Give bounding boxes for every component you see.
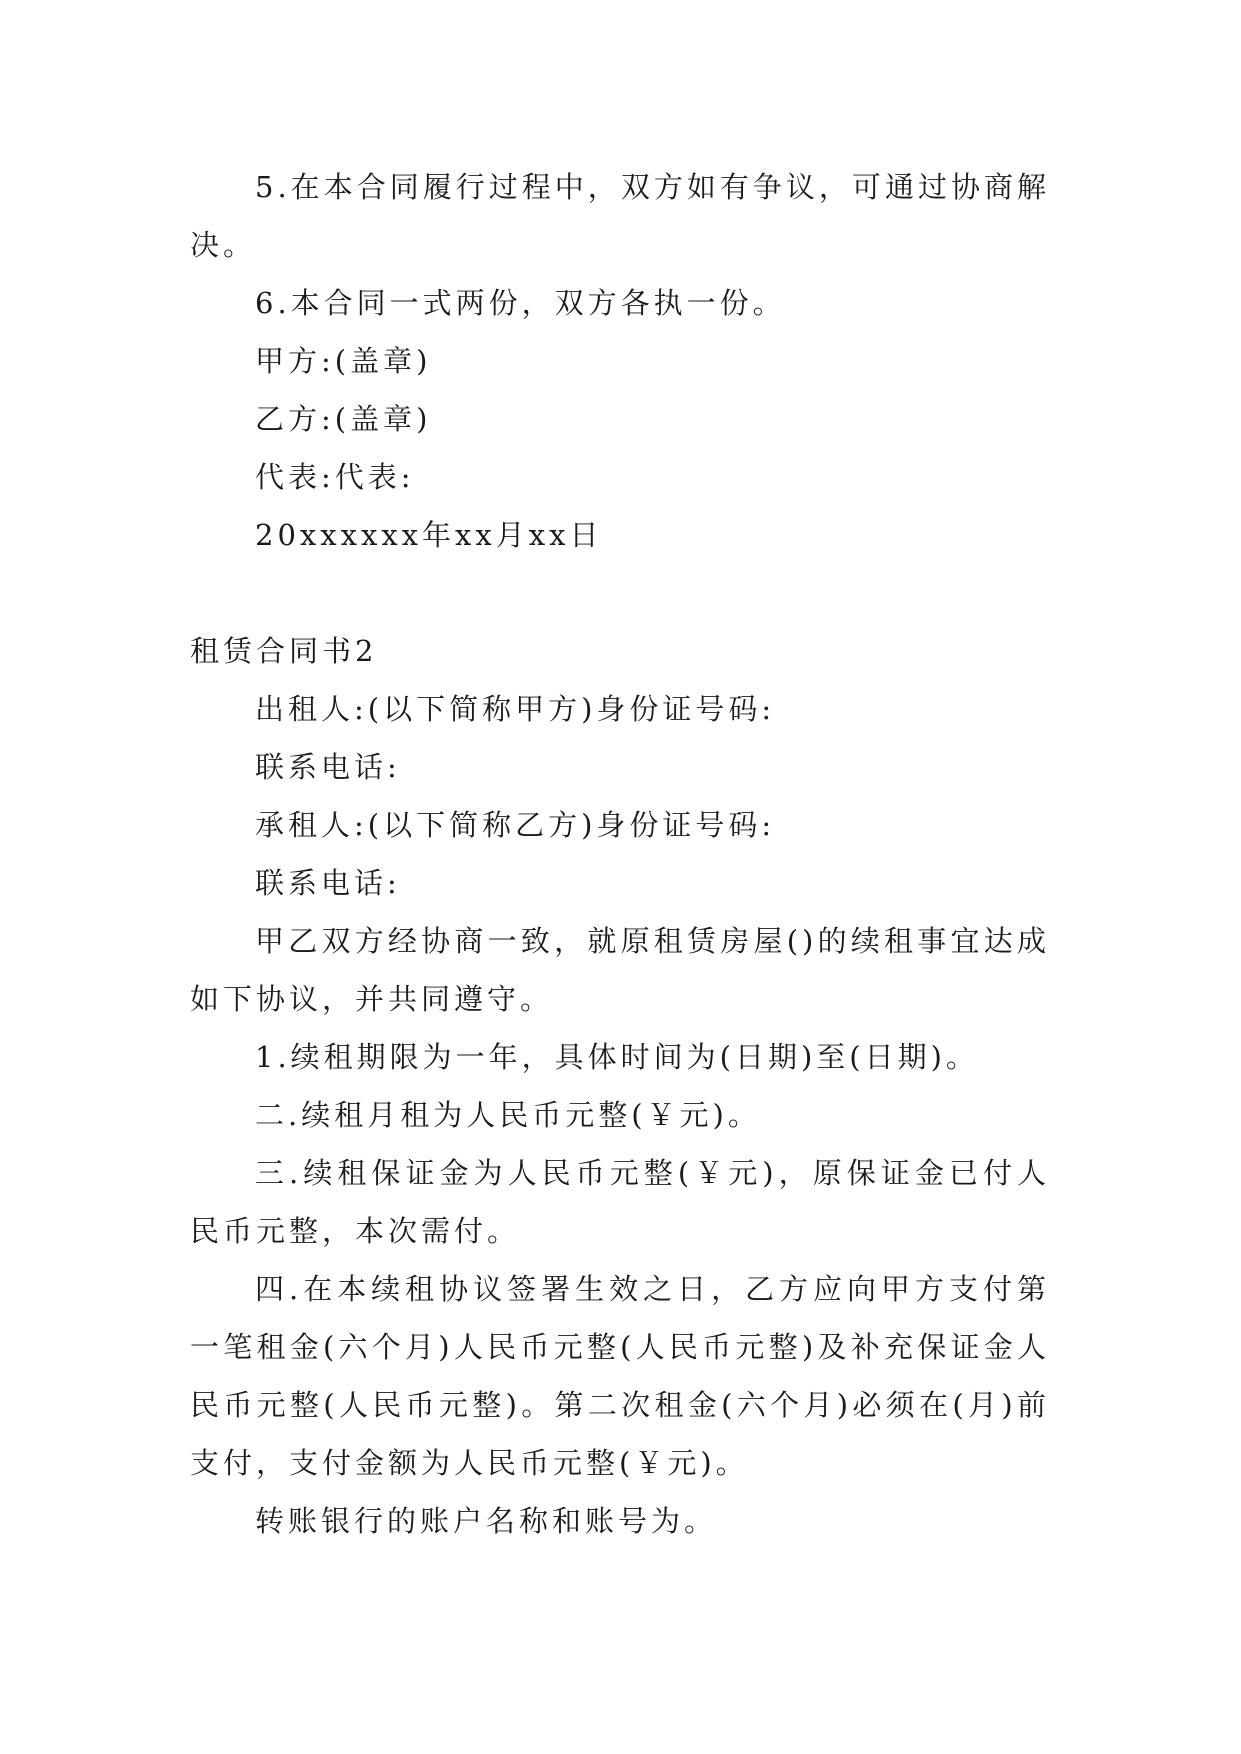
clause-6: 6.本合同一式两份，双方各执一份。 [255, 286, 786, 320]
party-b-seal: 乙方:(盖章) [255, 402, 432, 436]
lessor-phone: 联系电话: [255, 750, 401, 784]
section-gap [190, 564, 1050, 622]
item-1: 1.续租期限为一年，具体时间为(日期)至(日期)。 [255, 1040, 979, 1074]
lessee-line: 承租人:(以下简称乙方)身份证号码: [255, 808, 776, 842]
item-2: 二.续租月租为人民币元整(￥元)。 [255, 1098, 761, 1132]
item-3: 三.续租保证金为人民币元整(￥元)，原保证金已付人民币元整，本次需付。 [190, 1156, 1050, 1248]
lessor-line: 出租人:(以下简称甲方)身份证号码: [255, 692, 776, 726]
contract-title: 租赁合同书2 [190, 634, 378, 668]
lessee-phone: 联系电话: [255, 866, 401, 900]
document-page [190, 158, 1050, 1550]
item-4: 四.在本续租协议签署生效之日，乙方应向甲方支付第一笔租金(六个月)人民币元整(人民币元整)及补充保证金人民币元整(人民币元整)。第二次租金(六个月)必须在(月)前支付，支付金额为人民币元整(￥元)。 [190, 1272, 1050, 1480]
signing-date: 20xxxxxx年xx月xx日 [255, 518, 603, 552]
party-a-seal: 甲方:(盖章) [255, 344, 432, 378]
intro-paragraph: 甲乙双方经协商一致，就原租赁房屋()的续租事宜达成如下协议，并共同遵守。 [190, 924, 1050, 1016]
clause-5: 5.在本合同履行过程中，双方如有争议，可通过协商解决。 [190, 170, 1050, 262]
representatives-line: 代表:代表: [255, 460, 415, 494]
bank-account-line: 转账银行的账户名称和账号为。 [255, 1504, 718, 1538]
